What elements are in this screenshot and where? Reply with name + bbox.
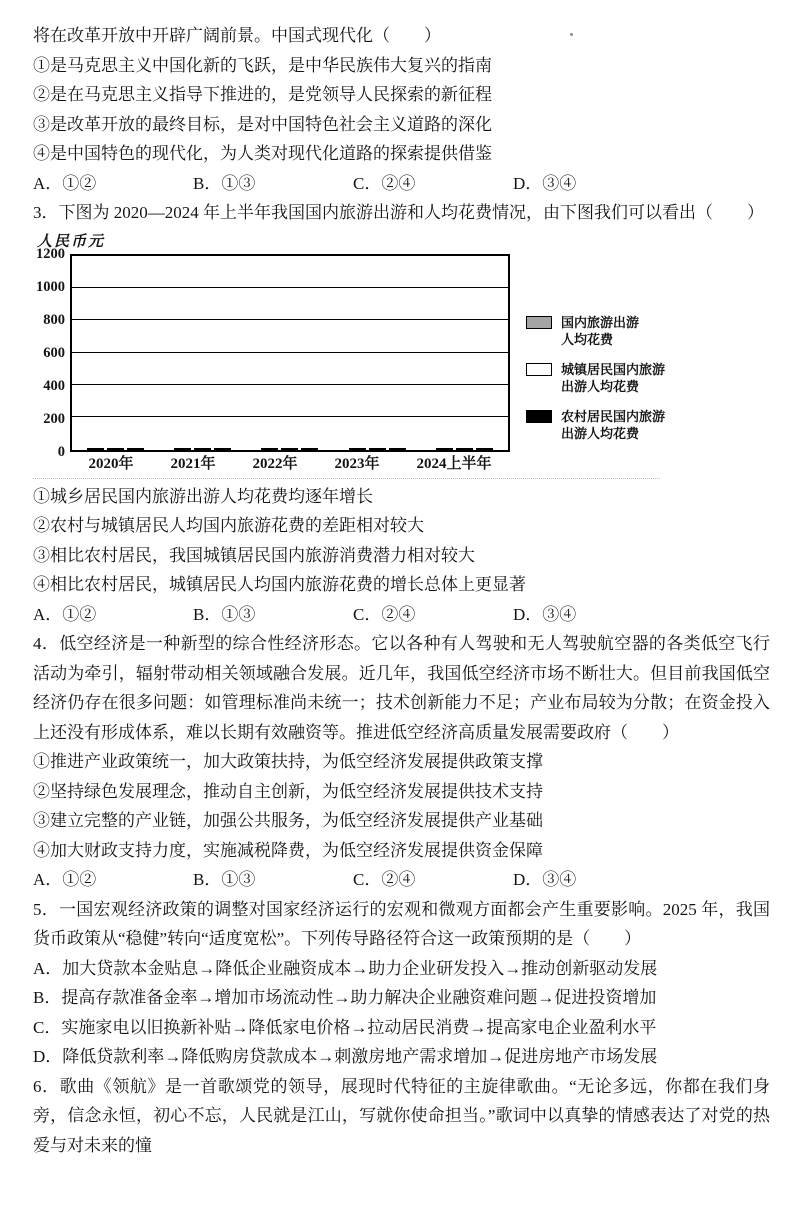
stray-mark [570, 33, 573, 36]
legend-swatch [526, 363, 552, 376]
q4-item-2: ②坚持绿色发展理念，推动自主创新，为低空经济发展提供技术支持 [33, 781, 543, 801]
legend-item [526, 408, 665, 442]
bar-group [261, 448, 318, 450]
q2-stem: 将在改革开放中开辟广阔前景。中国式现代化（ ） [33, 26, 441, 45]
chart-x-axis-labels [70, 455, 510, 473]
q3-item-3: ③相比农村居民，我国城镇居民国内旅游消费潜力相对较大 [33, 545, 475, 565]
q3-item-4: ④相比农村居民，城镇居民人均国内旅游花费的增长总体上更显著 [33, 575, 526, 594]
q2-choice-d: D．③④ [513, 173, 577, 193]
q4-item-3: ③建立完整的产业链，加强公共服务，为低空经济发展提供产业基础 [33, 811, 543, 830]
bar [214, 448, 231, 450]
x-axis-label: 2020年 [88, 455, 134, 472]
q3-item-1: ①城乡居民国内旅游出游人均花费均逐年增长 [33, 486, 373, 506]
bar [456, 448, 473, 450]
x-axis-label: 2024上半年 [416, 455, 492, 472]
q6-stem: 6．歌曲《领航》是一首歌颂党的领导，展现时代特征的主旋律歌曲。“无论多远，你都在我们身旁，信念永恒，初心不忘，人民就是江山，写就你使命担当。”歌词中以真挚的情感表达了对党的热爱与对未来的憧 [33, 1076, 770, 1155]
legend-item [526, 361, 665, 395]
q4-choices [33, 865, 770, 895]
bar [476, 448, 493, 450]
q4-item-1: ①推进产业政策统一，加大政策扶持，为低空经济发展提供政策支撑 [33, 752, 543, 771]
gridline [72, 384, 508, 385]
q4-choice-d: D．③④ [513, 870, 577, 889]
gridline [72, 287, 508, 288]
legend-item [526, 314, 665, 348]
q2-choice-a: A．①② [33, 173, 97, 193]
q2-item-3: ③是改革开放的最终目标，是对中国特色社会主义道路的深化 [33, 114, 492, 134]
bar-group [436, 448, 493, 450]
bar [301, 448, 318, 450]
q4-choice-b: B．①③ [193, 870, 256, 889]
q5-choice-d: D．降低贷款利率→降低购房贷款成本→刺激房地产需求增加→促进房地产市场发展 [33, 1047, 658, 1066]
q5-choice-c: C．实施家电以旧换新补贴→降低家电价格→拉动居民消费→提高家电企业盈利水平 [33, 1017, 657, 1037]
y-tick-label: 1200 [36, 245, 65, 262]
q4-stem: 4．低空经济是一种新型的综合性经济形态。它以各种有人驾驶和无人驾驶航空器的各类低空飞行活动为牵引，辐射带动相关领域融合发展。近几年，我国低空经济市场不断壮大。但目前我国低空经济仍存在很多问题：如管理标准尚未统一；技术创新能力不足；产业布局较为分散；在资金投入上还没有形成体系，难以长期有效融资等。推进低空经济高质量发展需要政府（ ） [33, 634, 770, 742]
q3-choices [33, 600, 770, 630]
q2-item-4: ④是中国特色的现代化，为人类对现代化道路的探索提供借鉴 [33, 144, 492, 163]
bar [369, 448, 386, 450]
chart-legend [526, 254, 665, 442]
chart-plot-area [70, 254, 510, 452]
bar [107, 448, 124, 450]
section-separator [33, 478, 660, 479]
legend-label: 农村居民国内旅游 出游人均花费 [561, 408, 666, 441]
gridline [72, 352, 508, 353]
bar-group [349, 448, 406, 450]
bar [127, 448, 144, 450]
q2-choices [33, 169, 770, 199]
gridline [72, 319, 508, 320]
x-axis-label: 2023年 [334, 455, 380, 472]
q5-stem: 5．一国宏观经济政策的调整对国家经济运行的宏观和微观方面都会产生重要影响。2025 年，我国货币政策从“稳健”转向“适度宽松”。下列传导路径符合这一政策预期的是（ ） [33, 899, 770, 948]
gridline [72, 416, 508, 417]
bar [349, 448, 366, 450]
y-tick-label: 400 [43, 377, 65, 394]
q2-item-2: ②是在马克思主义指导下推进的，是党领导人民探索的新征程 [33, 85, 492, 104]
q5-choice-b: B．提高存款准备金率→增加市场流动性→助力解决企业融资难问题→促进投资增加 [33, 988, 657, 1007]
q3-choice-d: D．③④ [513, 604, 577, 624]
q5-choice-a: A．加大贷款本金贴息→降低企业融资成本→助力企业研发投入→推动创新驱动发展 [33, 958, 658, 978]
y-tick-label: 1000 [36, 278, 65, 295]
x-axis-label: 2021年 [170, 455, 216, 472]
bar [389, 448, 406, 450]
q4-item-4: ④加大财政支持力度，实施减税降费，为低空经济发展提供资金保障 [33, 840, 543, 860]
bar [174, 448, 191, 450]
q3-choice-c: C．②④ [353, 604, 416, 624]
q2-choice-b: B．①③ [193, 173, 256, 193]
bar [261, 448, 278, 450]
y-tick-label: 800 [43, 311, 65, 328]
bar-group [87, 448, 144, 450]
chart-y-axis-ticks [33, 245, 70, 460]
y-tick-label: 0 [57, 443, 65, 460]
legend-label: 城镇居民国内旅游 出游人均花费 [561, 361, 666, 394]
q2-item-1: ①是马克思主义中国化新的飞跃，是中华民族伟大复兴的指南 [33, 55, 492, 75]
tourism-spending-chart [33, 233, 770, 473]
q3-stem: 3．下图为 2020—2024 年上半年我国国内旅游出游和人均花费情况，由下图我们可以看出（ ） [33, 203, 764, 222]
legend-label: 国内旅游出游 人均花费 [561, 314, 640, 347]
x-axis-label: 2022年 [252, 455, 298, 472]
q2-choice-c: C．②④ [353, 173, 416, 193]
q4-choice-a: A．①② [33, 870, 97, 889]
bar [436, 448, 453, 450]
bar [194, 448, 211, 450]
bar [87, 448, 104, 450]
q4-choice-c: C．②④ [353, 870, 416, 889]
chart-y-axis-title: 人民币元 [37, 233, 106, 250]
legend-swatch [526, 410, 552, 423]
bar-group [174, 448, 231, 450]
bar [281, 448, 298, 450]
q3-item-2: ②农村与城镇居民人均国内旅游花费的差距相对较大 [33, 516, 424, 535]
y-tick-label: 200 [43, 410, 65, 427]
legend-swatch [526, 316, 552, 329]
y-tick-label: 600 [43, 344, 65, 361]
q3-choice-a: A．①② [33, 604, 97, 624]
q3-choice-b: B．①③ [193, 604, 256, 624]
